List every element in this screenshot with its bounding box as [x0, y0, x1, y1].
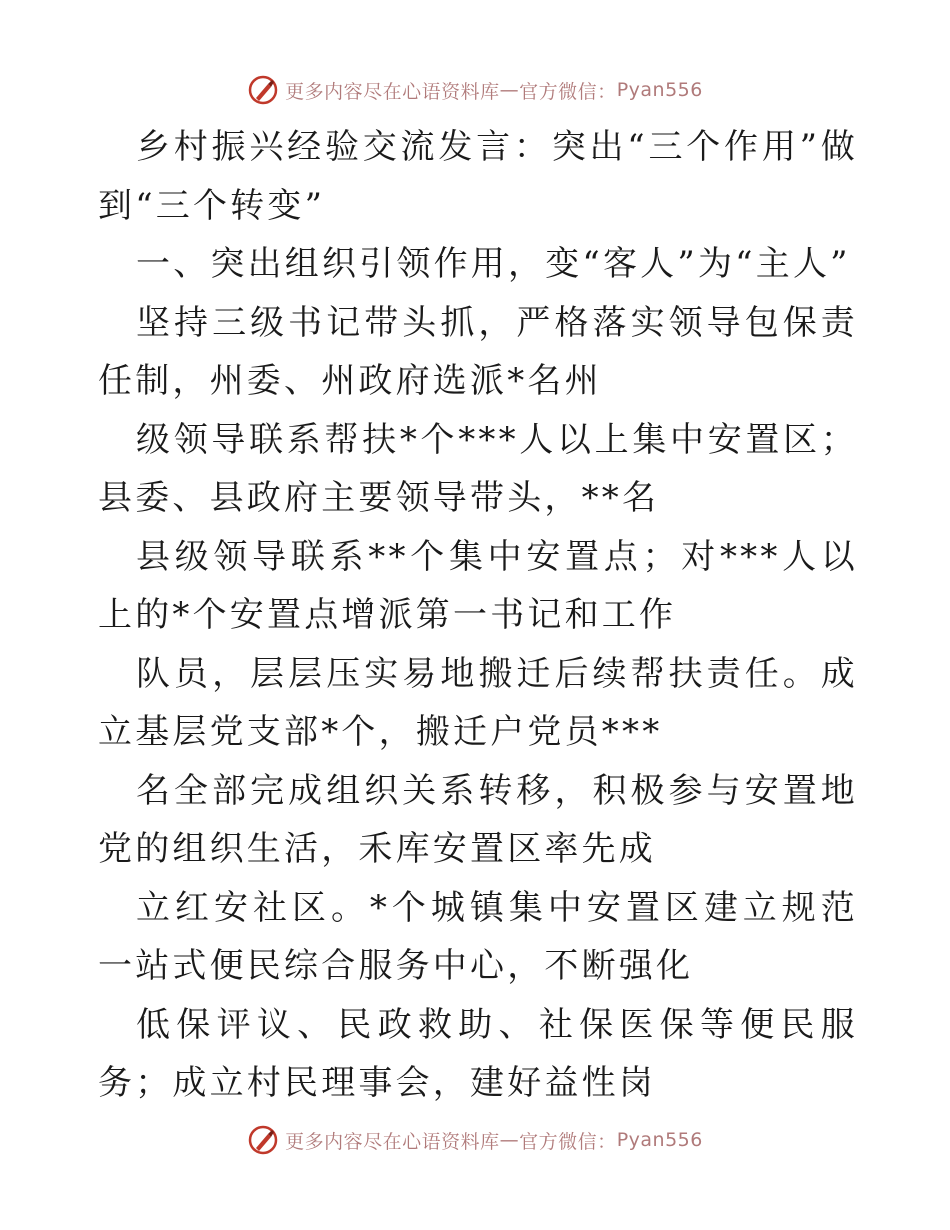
- paragraph: 级领导联系帮扶*个***人以上集中安置区；县委、县政府主要领导带头，**名: [98, 419, 858, 518]
- watermark-text: 更多内容尽在心语资料库: [285, 1130, 500, 1153]
- watermark-separator: —: [499, 79, 520, 101]
- watermark-wechat-label: 官方微信：: [519, 80, 617, 103]
- paragraph: 坚持三级书记带头抓，严格落实领导包保责任制，州委、州政府选派*名州: [98, 302, 858, 401]
- paragraph: 一、突出组织引领作用，变“客人”为“主人”: [136, 244, 851, 284]
- watermark-header: [0, 72, 950, 108]
- pen-logo-icon: [247, 74, 279, 106]
- paragraph: 队员，层层压实易地搬迁后续帮扶责任。成立基层党支部*个，搬迁户党员***: [98, 653, 858, 752]
- document-body: [98, 118, 858, 1113]
- paragraph: 县级领导联系**个集中安置点；对***人以上的*个安置点增派第一书记和工作: [98, 536, 858, 635]
- paragraph: 立红安社区。*个城镇集中安置区建立规范一站式便民综合服务中心，不断强化: [98, 887, 858, 986]
- document-title: 乡村振兴经验交流发言：突出“三个作用”做到“三个转变”: [98, 127, 858, 226]
- watermark-account: Pyan556: [616, 79, 703, 101]
- watermark-text: 更多内容尽在心语资料库: [285, 80, 500, 103]
- watermark-footer: [0, 1122, 950, 1158]
- paragraph: 名全部完成组织关系转移，积极参与安置地党的组织生活，禾库安置区率先成: [98, 770, 858, 869]
- paragraph: 低保评议、民政救助、社保医保等便民服务；成立村民理事会，建好益性岗: [98, 1004, 858, 1103]
- watermark-wechat-label: 官方微信：: [519, 1130, 617, 1153]
- pen-logo-icon: [247, 1124, 279, 1156]
- watermark-account: Pyan556: [616, 1129, 703, 1151]
- watermark-separator: —: [499, 1129, 520, 1151]
